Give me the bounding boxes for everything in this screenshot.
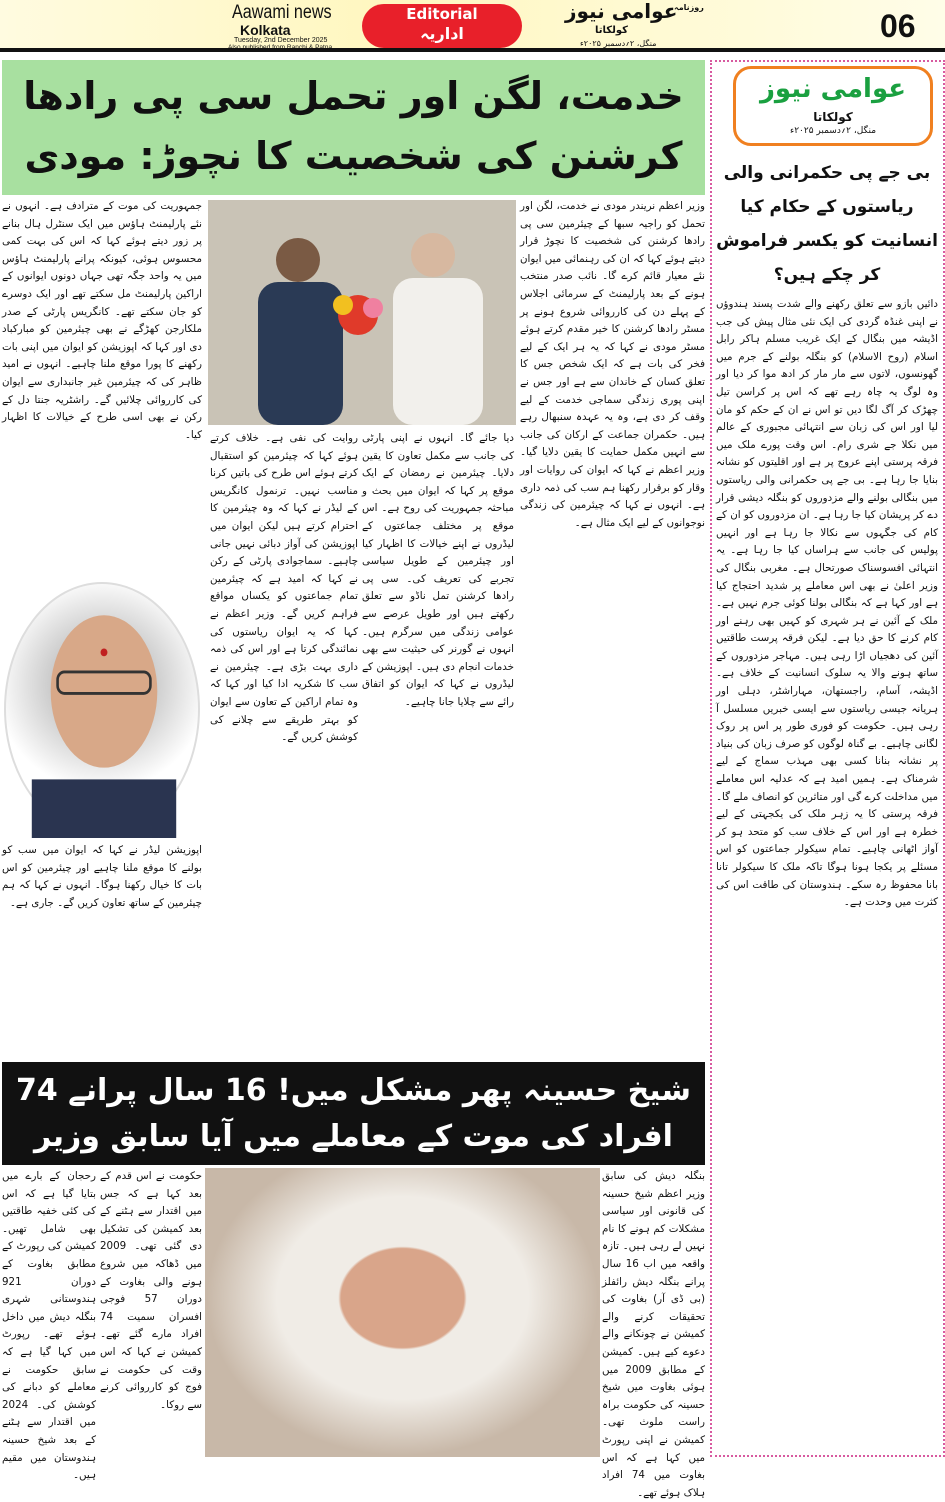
english-date: Tuesday, 2nd December 2025: [234, 37, 328, 44]
urdu-logo-roznama: روزنامہ: [674, 3, 704, 12]
urdu-date: منگل، ۲؍دسمبر ۲۰۲۵ء: [580, 39, 657, 48]
modi-photo: [208, 200, 516, 425]
radhakrishnan-photo: [4, 582, 200, 836]
page-number: 06: [880, 8, 916, 44]
urdu-logo: عوامی نیوز: [565, 0, 678, 23]
sidebar-logo: [733, 66, 933, 146]
article-headline: خدمت، لگن اور تحمل سی پی رادھا کرشنن کی شخصیت کا نچوڑ: مودی: [2, 60, 705, 195]
sidebar-logo-city: کولکاتا: [813, 110, 853, 124]
article-column: وزیر اعظم نریندر مودی نے خدمت، لگن اور تحمل کو راجیہ سبھا کے چیئرمین سی پی رادھا کرشنن کی شخصیت کا نچوڑ قرار دیتے ہوئے کہا کہ ان کی رہنمائی میں ایوان نئے معیار قائم کرے گا۔ نائب صدر منتخب ہونے کے بعد پارلیمنٹ کے سرمائی اجلاس کے پہلے دن کی کارروائی شروع ہونے پر مسٹر رادھا کرشنن کا خیر مقدم کرتے ہوئے مسٹر مودی نے کہا کہ یہ ہر ایک کے لیے فخر کی بات ہے کہ ایک شخص جس کا تعلق کسان کے خاندان سے ہے اور جس نے اپنی پوری زندگی سماجی خدمت کے لیے وقف کر دی ہے، وہ یہ عہدہ سنبھال رہے ہیں۔ حکمران جماعت کے ارکان کی جانب سے انہیں مکمل حمایت کا یقین دلایا گیا۔ وزیر اعظم نے کہا کہ ایوان کی روایات اور وقار کو برقرار رکھنا ہم سب کی ذمہ داری ہے۔ انہوں نے کہا کہ چیئرمین کی زندگی نوجوانوں کے لیے ایک مثال ہے۔: [520, 200, 705, 529]
article-column: بنگلہ دیش کی سابق وزیر اعظم شیخ حسینہ کی قانونی اور سیاسی مشکلات کم ہونے کا نام نہیں لے رہی ہیں۔ تازہ واقعہ میں اب 16 سال پرانے بنگلہ دیش رائفلز (بی ڈی آر) بغاوت کی تحقیقات کرنے والے کمیشن نے چونکانے والے دعوے کیے ہیں۔ کمیشن کے مطابق 2009 میں ہوئی بغاوت میں شیخ حسینہ کی حکومت براہ راست ملوث تھی۔ کمیشن نے اپنی رپورٹ میں کہا ہے کہ اس بغاوت میں 74 افراد ہلاک ہوئے تھے۔: [602, 1170, 705, 1499]
article-column: اپوزیشن لیڈر نے کہا کہ ایوان میں سب کو بولنے کا موقع ملنا چاہیے اور چیئرمین کو اس بات کا خیال رکھنا ہوگا۔ انہوں نے کہا کہ ہم چیئرمین کے ساتھ تعاون کریں گے۔ جاری ہے۔: [2, 844, 202, 909]
article-column: حکومت نے اس قدم کے بعد کہا ہے کہ جس میں اقتدار سے ہٹنے کے بعد کمیشن کی تشکیل دی گئی تھی۔ 2009 میں ڈھاکہ میں شروع ہونے والی بغاوت کے دوران 57 فوجی افسران سمیت 74 افراد مارے گئے تھے۔ کمیشن نے کہا کہ اس وقت کی حکومت نے فوج کو کارروائی کرنے سے روکا۔: [100, 1170, 202, 1411]
sidebar-logo-name: عوامی نیوز: [759, 74, 907, 104]
sidebar-headline: بی جے پی حکمرانی والی ریاستوں کے حکام کیا انسانیت کو یکسر فراموش کر چکے ہیں؟: [716, 163, 938, 285]
photo-illustration: [6, 584, 202, 838]
editorial-badge: [362, 4, 522, 48]
sidebar-article: [716, 156, 938, 1452]
urdu-city: کولکاتا: [595, 25, 628, 36]
english-title: Aawami news: [232, 2, 332, 23]
editorial-label-en: Editorial: [406, 5, 478, 23]
article-column: رحجان کے بارے میں بتایا گیا ہے کہ اس کی کئی خفیہ طاقتیں بھی شامل تھیں۔ کمیشن کی رپورٹ کے مطابق بغاوت کے دوران 921 ہندوستانی شہری بنگلہ دیش میں داخل ہوئے تھے۔ رپورٹ میں کہا گیا ہے کہ سابق حکومت نے معاملے کو دبانے کی کوشش کی۔ 2024 میں اقتدار سے ہٹنے کے بعد شیخ حسینہ ہندوستان میں مقیم ہیں۔: [2, 1170, 96, 1482]
english-city: Kolkata: [240, 22, 291, 38]
article-column: دیا جائے گا۔ انہوں نے اپنی پارٹی کی جانب سے مکمل تعاون کا یقین دلایا۔ چیئرمین نے رمضان کے ایک موقع پر کہا کہ ایوان میں بحث و مباحثہ جمہوریت کی روح ہے۔ اس موقع پر مختلف جماعتوں کے لیڈروں نے اپنے خیالات کا اظہار کیا اور چیئرمین کے طویل سیاسی تجربے کی تعریف کی۔ سی پی رادھا کرشنن تمل ناڈو سے تعلق رکھتے ہیں اور طویل عرصے سے عوامی زندگی میں سرگرم ہیں۔ انہوں نے گورنر کی حیثیت سے بھی خدمات انجام دی ہیں۔ اپوزیشن کے لیڈروں نے کہا کہ ایوان کو اتفاق رائے سے چلایا جانا چاہیے۔: [362, 432, 514, 708]
editions-note: Also published from Ranchi & Patna: [228, 44, 333, 51]
sidebar-logo-date: منگل، ۲؍دسمبر ۲۰۲۵ء: [789, 126, 877, 136]
article-column: روایت کی نفی ہے۔ خلاف کرتے ہوئے کہا کہ چیئرمین کو استقبال کرتے ہوئے اس طرح کی باتیں کرنا مناسب نہیں۔ ترنمول کانگریس کے لیڈر نے کہا کہ وہ چیئرمین کا احترام کرتے ہیں لیکن ایوان میں اپوزیشن کی آواز دبائی نہیں جانی چاہیے۔ سماجوادی پارٹی کے رکن نے کہا کہ امید ہے کہ چیئرمین تمام جماعتوں کو یکساں مواقع فراہم کریں گے۔ وزیر اعظم نے کہا کہ یہ ایوان ریاستوں کی نمائندگی کرتا ہے اور اس کی ذمہ داری بہت بڑی ہے۔ چیئرمین نے سب کا شکریہ ادا کیا اور کہا کہ وہ تمام اراکین کے تعاون سے ایوان کو بہتر طریقے سے چلانے کی کوشش کریں گے۔: [210, 432, 358, 744]
article-column: جمہوریت کی موت کے مترادف ہے۔ انہوں نے نئے پارلیمنٹ ہاؤس میں ایک سنٹرل ہال بنانے پر زور دیتے ہوئے کہا کہ اس کی بہت کمی محسوس ہوئی، کیونکہ پرانے پارلیمنٹ ہاؤس میں یہ واحد جگہ تھی جہاں دونوں ایوانوں کے اراکین پارلیمنٹ مل سکتے تھے اور ایک دوسرے کو جان سکتے تھے۔ کانگریس پارٹی کے صدر ملکارجن کھڑگے نے بھی چیئرمین کو مبارکباد دی اور کہا کہ اپوزیشن کو ایوان میں اپنی بات رکھنے کا پورا موقع ملنا چاہیے۔ انہوں نے امید ظاہر کی کہ چیئرمین غیر جانبداری سے ایوان کی کارروائی چلائیں گے۔ راشٹریہ جنتا دل کے رکن نے بھی اسی طرح کے خیالات کا اظہار کیا۔: [2, 200, 202, 441]
sidebar-body: دائیں بازو سے تعلق رکھنے والے شدت پسند ہندوؤں نے اپنی غنڈہ گردی کی ایک نئی مثال پیش کی جب اڈیشہ میں بنگال کے ایک غریب مسلم ہاکر رابل اسلام (روح الاسلام) کو بنگلہ بولنے کے جرم میں گھونسوں، لاتوں سے مار مار کر ادھ موا کر دیا اور وہ لوگ یہ چاہ رہے تھے کہ اس پر کراسن تیل چھڑک کر آگ لگا دیں تو اس نے ان کے حکم کو مان لیا اور اس کی زبان سے انتہائی مجبوری کے عالم میں نکلا جے شری رام۔ اس وقت پورے ملک میں فرقہ پرستی اپنے عروج پر ہے اور اقلیتوں کو نشانہ بنایا جا رہا ہے۔ بی جے پی حکمرانی والی ریاستوں میں بنگالی بولنے والے مزدوروں کو بنگلہ دیشی قرار دے کر پریشان کیا جا رہا ہے۔ ان مزدوروں کو ان کے کام کی جگہوں سے نکالا جا رہا ہے اور انہیں پولیس کی جانب سے ہراساں کیا جا رہا ہے۔ یہ انتہائی افسوسناک صورتحال ہے۔ مغربی بنگال کی وزیر اعلیٰ نے بھی اس معاملے پر شدید احتجاج کیا ہے اور کہا ہے کہ بنگالی بولنا کوئی جرم نہیں ہے۔ ملک کے آئین نے ہر شہری کو کہیں بھی رہنے اور کام کرنے کا حق دیا ہے۔ لیکن فرقہ پرست طاقتیں آئین کی دھجیاں اڑا رہی ہیں۔ مہاجر مزدوروں کے ساتھ ہونے والا یہ سلوک انسانیت کے خلاف ہے۔ اڈیشہ، آسام، راجستھان، مہاراشٹر، دہلی اور ہریانہ جیسی ریاستوں سے ایسی خبریں مسلسل آ رہی ہیں۔ حکومت کو فوری طور پر اس پر روک لگانی چاہیے۔ بے گناہ لوگوں کو صرف زبان کی بنیاد پر نشانہ بنانا کسی بھی مہذب سماج کے لیے شرمناک ہے۔ ہمیں امید ہے کہ عدلیہ اس معاملے میں مداخلت کرے گی اور متاثرین کو انصاف ملے گا۔ فرقہ پرستی کا یہ زہر ملک کی یکجہتی کے لیے خطرہ ہے اور اس کے خلاف سب کو متحد ہو کر آواز اٹھانی چاہیے۔ تمام سیکولر جماعتوں کو اس مسئلے پر یکجا ہونا ہوگا تاکہ ملک کا سیکولر تانا بانا محفوظ رہ سکے۔ ہندوستان کی طاقت اس کی کثرت میں وحدت ہے۔: [716, 298, 938, 909]
article-headline: شیخ حسینہ پھر مشکل میں! 16 سال پرانے 74 افراد کی موت کے معاملے میں آیا سابق وزیر: [2, 1062, 705, 1165]
photo-illustration: [208, 200, 516, 425]
sheikh-hasina-photo: [205, 1168, 600, 1457]
editorial-label-ur: اداریہ: [420, 24, 464, 43]
